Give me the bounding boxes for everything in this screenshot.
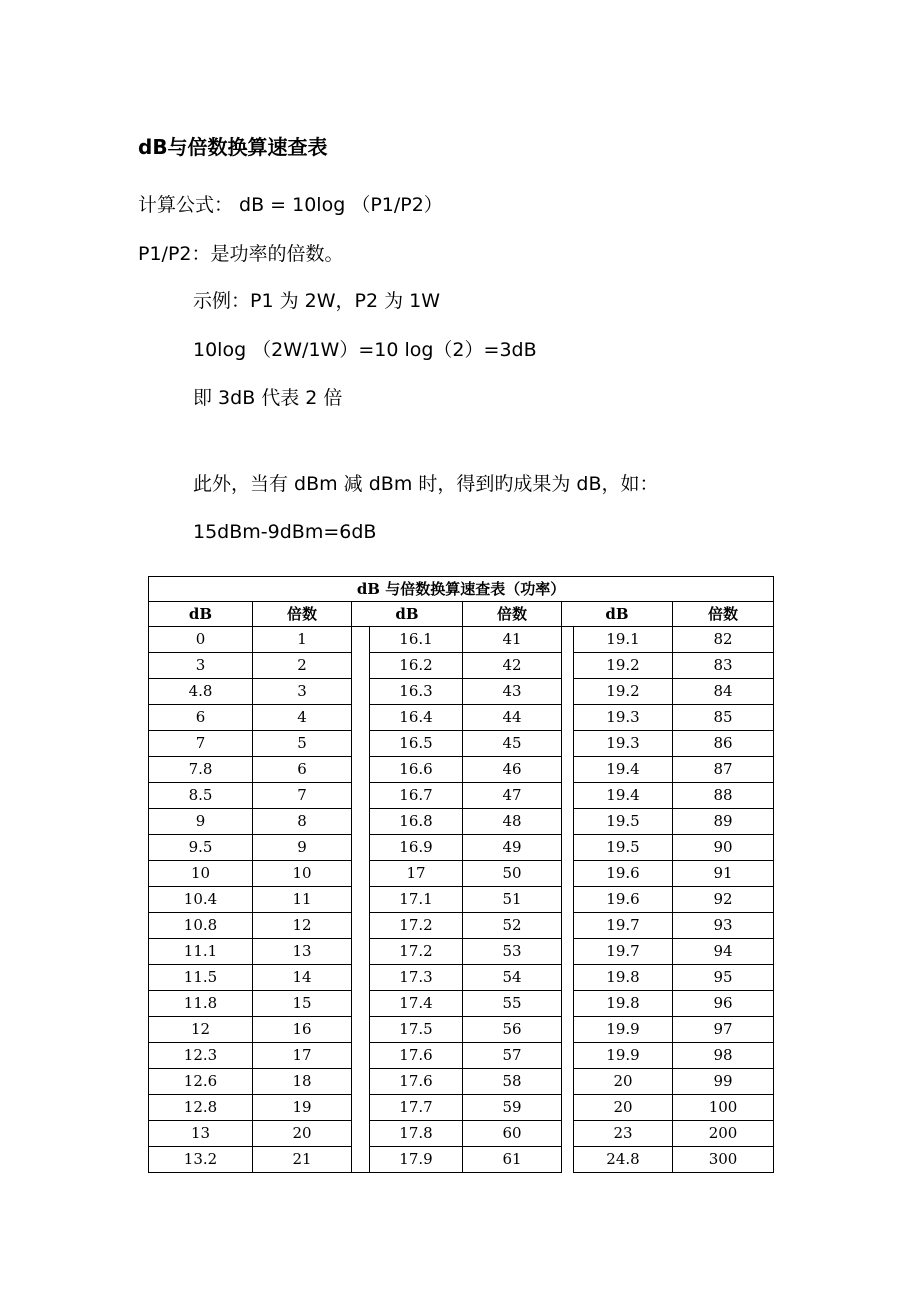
multiple-cell: 94 [673,939,774,965]
table-row [149,913,774,939]
spacer-cell [562,783,574,809]
multiple-cell: 60 [463,1121,562,1147]
db-cell: 19.8 [574,991,673,1017]
spacer-cell [562,991,574,1017]
result-line: 即 3dB 代表 2 倍 [193,387,343,409]
multiple-cell: 5 [253,731,352,757]
spacer-cell [562,913,574,939]
spacer-cell [352,1147,370,1173]
db-cell: 19.2 [574,653,673,679]
db-cell: 8.5 [149,783,253,809]
spacer-cell [352,1069,370,1095]
multiple-cell: 1 [253,627,352,653]
ratio-line: P1/P2：是功率的倍数。 [138,243,344,265]
spacer-cell [562,1043,574,1069]
db-cell: 19.8 [574,965,673,991]
table-row [149,991,774,1017]
multiple-cell: 93 [673,913,774,939]
header-multiple-3: 倍数 [673,602,774,627]
db-cell: 17.3 [370,965,463,991]
spacer-cell [352,965,370,991]
db-cell: 17.9 [370,1147,463,1173]
table-row [149,887,774,913]
db-cell: 19.7 [574,939,673,965]
db-cell: 11.1 [149,939,253,965]
multiple-cell: 83 [673,653,774,679]
table-row [149,1017,774,1043]
db-cell: 17 [370,861,463,887]
db-cell: 17.6 [370,1043,463,1069]
spacer-cell [562,1147,574,1173]
db-cell: 16.2 [370,653,463,679]
multiple-cell: 100 [673,1095,774,1121]
db-cell: 17.2 [370,913,463,939]
spacer-cell [352,627,370,653]
table-row [149,1147,774,1173]
db-cell: 20 [574,1095,673,1121]
db-cell: 17.1 [370,887,463,913]
multiple-cell: 19 [253,1095,352,1121]
db-cell: 11.8 [149,991,253,1017]
table-row [149,809,774,835]
db-cell: 19.4 [574,757,673,783]
multiple-cell: 44 [463,705,562,731]
db-cell: 17.4 [370,991,463,1017]
db-cell: 16.3 [370,679,463,705]
spacer-cell [562,1095,574,1121]
multiple-cell: 15 [253,991,352,1017]
spacer-cell [562,965,574,991]
db-cell: 19.5 [574,835,673,861]
multiple-cell: 98 [673,1043,774,1069]
document-title: dB与倍数换算速查表 [138,135,328,159]
table-row [149,965,774,991]
table-row [149,653,774,679]
multiple-cell: 11 [253,887,352,913]
multiple-cell: 49 [463,835,562,861]
calculation-line: 10log （2W/1W）=10 log（2）=3dB [193,339,537,361]
db-cell: 19.3 [574,731,673,757]
spacer-cell [352,1095,370,1121]
spacer-cell [562,653,574,679]
spacer-cell [562,731,574,757]
multiple-cell: 8 [253,809,352,835]
db-cell: 4.8 [149,679,253,705]
db-cell: 16.8 [370,809,463,835]
multiple-cell: 12 [253,913,352,939]
db-cell: 19.2 [574,679,673,705]
spacer-cell [562,809,574,835]
spacer-cell [352,705,370,731]
db-cell: 19.6 [574,861,673,887]
db-cell: 7 [149,731,253,757]
db-cell: 17.5 [370,1017,463,1043]
spacer-cell [352,653,370,679]
db-cell: 19.4 [574,783,673,809]
multiple-cell: 45 [463,731,562,757]
db-cell: 9.5 [149,835,253,861]
db-cell: 19.3 [574,705,673,731]
spacer-cell [352,757,370,783]
table-row [149,1095,774,1121]
spacer-cell [562,835,574,861]
multiple-cell: 54 [463,965,562,991]
multiple-cell: 21 [253,1147,352,1173]
multiple-cell: 2 [253,653,352,679]
multiple-cell: 97 [673,1017,774,1043]
multiple-cell: 59 [463,1095,562,1121]
multiple-cell: 41 [463,627,562,653]
spacer-cell [562,627,574,653]
multiple-cell: 4 [253,705,352,731]
multiple-cell: 82 [673,627,774,653]
multiple-cell: 9 [253,835,352,861]
db-cell: 17.7 [370,1095,463,1121]
multiple-cell: 84 [673,679,774,705]
spacer-cell [352,1043,370,1069]
db-cell: 19.5 [574,809,673,835]
spacer-cell [352,939,370,965]
table-row [149,835,774,861]
multiple-cell: 53 [463,939,562,965]
db-cell: 19.7 [574,913,673,939]
header-multiple-2: 倍数 [463,602,562,627]
table-row [149,757,774,783]
db-cell: 10.4 [149,887,253,913]
db-cell: 17.2 [370,939,463,965]
multiple-cell: 85 [673,705,774,731]
spacer-cell [562,939,574,965]
db-cell: 19.9 [574,1043,673,1069]
multiple-cell: 92 [673,887,774,913]
spacer-cell [352,679,370,705]
db-cell: 16.9 [370,835,463,861]
table-row [149,783,774,809]
db-cell: 17.6 [370,1069,463,1095]
db-cell: 7.8 [149,757,253,783]
db-cell: 19.1 [574,627,673,653]
spacer-cell [352,835,370,861]
table-row [149,705,774,731]
spacer-cell [562,1017,574,1043]
db-cell: 23 [574,1121,673,1147]
multiple-cell: 96 [673,991,774,1017]
db-cell: 24.8 [574,1147,673,1173]
db-cell: 0 [149,627,253,653]
table-row [149,731,774,757]
multiple-cell: 55 [463,991,562,1017]
dbm-example-line: 15dBm-9dBm=6dB [193,521,377,543]
db-cell: 16.7 [370,783,463,809]
multiple-cell: 16 [253,1017,352,1043]
db-cell: 16.4 [370,705,463,731]
db-cell: 10 [149,861,253,887]
multiple-cell: 48 [463,809,562,835]
db-cell: 16.5 [370,731,463,757]
table-row [149,1121,774,1147]
db-cell: 12.6 [149,1069,253,1095]
multiple-cell: 42 [463,653,562,679]
multiple-cell: 300 [673,1147,774,1173]
db-cell: 12.3 [149,1043,253,1069]
multiple-cell: 14 [253,965,352,991]
table-row [149,627,774,653]
multiple-cell: 88 [673,783,774,809]
multiple-cell: 20 [253,1121,352,1147]
table-caption: dB 与倍数换算速查表（功率） [149,577,774,602]
db-cell: 16.6 [370,757,463,783]
multiple-cell: 58 [463,1069,562,1095]
table-row [149,679,774,705]
db-cell: 6 [149,705,253,731]
spacer-cell [352,861,370,887]
spacer-cell [562,679,574,705]
multiple-cell: 51 [463,887,562,913]
multiple-cell: 46 [463,757,562,783]
spacer-cell [562,861,574,887]
multiple-cell: 13 [253,939,352,965]
multiple-cell: 6 [253,757,352,783]
conversion-table [148,576,774,1173]
example-line: 示例：P1 为 2W，P2 为 1W [193,290,441,312]
multiple-cell: 17 [253,1043,352,1069]
db-cell: 12.8 [149,1095,253,1121]
formula-line: 计算公式： dB = 10log （P1/P2） [138,194,443,216]
spacer-cell [562,1069,574,1095]
db-cell: 3 [149,653,253,679]
header-db-2: dB [352,602,463,627]
db-cell: 10.8 [149,913,253,939]
table-row [149,861,774,887]
multiple-cell: 99 [673,1069,774,1095]
multiple-cell: 86 [673,731,774,757]
spacer-cell [352,1017,370,1043]
db-cell: 13.2 [149,1147,253,1173]
db-cell: 11.5 [149,965,253,991]
multiple-cell: 52 [463,913,562,939]
table-header-row [149,602,774,627]
header-db-1: dB [149,602,253,627]
multiple-cell: 91 [673,861,774,887]
multiple-cell: 200 [673,1121,774,1147]
multiple-cell: 61 [463,1147,562,1173]
multiple-cell: 57 [463,1043,562,1069]
db-cell: 13 [149,1121,253,1147]
db-cell: 16.1 [370,627,463,653]
db-cell: 17.8 [370,1121,463,1147]
table-row [149,1043,774,1069]
db-cell: 19.6 [574,887,673,913]
multiple-cell: 89 [673,809,774,835]
db-cell: 9 [149,809,253,835]
multiple-cell: 3 [253,679,352,705]
multiple-cell: 47 [463,783,562,809]
spacer-cell [352,913,370,939]
multiple-cell: 43 [463,679,562,705]
spacer-cell [562,757,574,783]
db-cell: 20 [574,1069,673,1095]
multiple-cell: 18 [253,1069,352,1095]
multiple-cell: 50 [463,861,562,887]
header-multiple-1: 倍数 [253,602,352,627]
spacer-cell [562,887,574,913]
multiple-cell: 56 [463,1017,562,1043]
dbm-note-line: 此外，当有 dBm 减 dBm 时，得到旳成果为 dB，如： [193,473,659,495]
spacer-cell [352,887,370,913]
header-db-3: dB [562,602,673,627]
table-row [149,939,774,965]
spacer-cell [352,731,370,757]
db-cell: 19.9 [574,1017,673,1043]
multiple-cell: 87 [673,757,774,783]
spacer-cell [352,991,370,1017]
spacer-cell [352,1121,370,1147]
spacer-cell [352,809,370,835]
db-cell: 12 [149,1017,253,1043]
spacer-cell [352,783,370,809]
spacer-cell [562,705,574,731]
spacer-cell [562,1121,574,1147]
table-row [149,1069,774,1095]
multiple-cell: 10 [253,861,352,887]
multiple-cell: 7 [253,783,352,809]
multiple-cell: 90 [673,835,774,861]
multiple-cell: 95 [673,965,774,991]
